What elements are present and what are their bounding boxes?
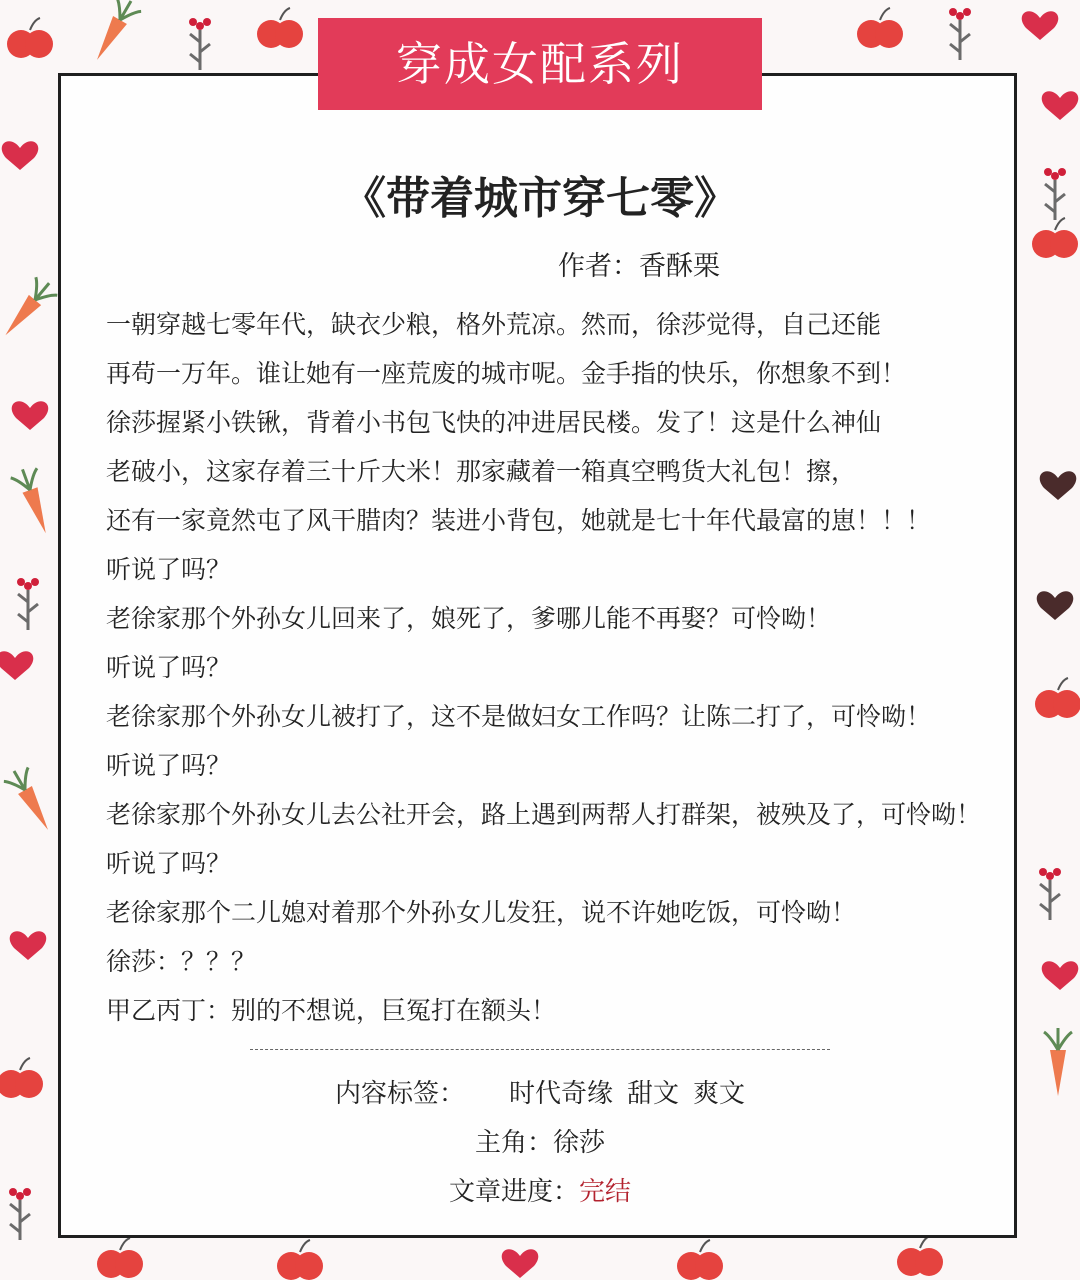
heart-icon <box>12 401 49 430</box>
synopsis-line: 还有一家竟然屯了风干腊肉？装进小背包，她就是七十年代最富的崽！！！ <box>106 506 932 535</box>
synopsis-line: 徐莎：？？？ <box>106 947 257 976</box>
protagonist-name: 徐莎 <box>553 1128 606 1158</box>
carrot-icon <box>9 465 59 538</box>
synopsis-line: 徐莎握紧小铁锹，背着小书包飞快的冲进居民楼。发了！这是什么神仙 <box>106 408 882 437</box>
dashed-divider <box>250 1049 830 1050</box>
heart-icon <box>1022 11 1059 40</box>
synopsis-line: 老徐家那个外孙女儿回来了，娘死了，爹哪儿能不再娶？可怜呦！ <box>106 604 832 633</box>
synopsis-line: 听说了吗？ <box>106 555 232 584</box>
synopsis-line: 再苟一万年。谁让她有一座荒废的城市呢。金手指的快乐，你想象不到！ <box>106 359 907 388</box>
tags-label: 内容标签： <box>334 1079 465 1109</box>
synopsis-line: 老破小，这家存着三十斤大米！那家藏着一箱真空鸭货大礼包！擦， <box>106 457 857 486</box>
apple-icon <box>677 1240 723 1280</box>
apple-icon <box>7 18 53 58</box>
protagonist-row <box>0 1122 1080 1159</box>
tag: 爽文 <box>693 1079 746 1109</box>
synopsis-line: 听说了吗？ <box>106 653 232 682</box>
carrot-icon <box>2 764 60 837</box>
carrot-icon <box>85 0 143 67</box>
synopsis-line: 老徐家那个外孙女儿去公社开会，路上遇到两帮人打群架，被殃及了，可怜呦！ <box>106 800 982 829</box>
synopsis-line: 老徐家那个二儿媳对着那个外孙女儿发狂，说不许她吃饭，可怜呦！ <box>106 898 857 927</box>
apple-icon <box>277 1240 323 1280</box>
apple-icon <box>257 8 303 48</box>
synopsis-line: 听说了吗？ <box>106 849 232 878</box>
heart-icon <box>10 931 47 960</box>
tags-row <box>0 1073 1080 1110</box>
tag: 甜文 <box>627 1079 680 1109</box>
progress-label: 文章进度： <box>448 1177 579 1207</box>
book-title: 《带着城市穿七零》 <box>342 173 738 224</box>
berry-sprig-icon <box>949 8 971 60</box>
author-line: 作者：香酥栗 <box>558 251 720 282</box>
tag: 时代奇缘 <box>508 1079 613 1109</box>
apple-icon <box>857 8 903 48</box>
apple-icon <box>97 1238 143 1278</box>
synopsis-line: 一朝穿越七零年代，缺衣少粮，格外荒凉。然而，徐莎觉得，自己还能 <box>106 310 882 339</box>
heart-icon <box>0 651 33 680</box>
synopsis <box>106 300 1066 1035</box>
series-header: 穿成女配系列 <box>318 18 762 110</box>
synopsis-line: 听说了吗？ <box>106 751 232 780</box>
carrot-icon <box>0 274 60 344</box>
heart-icon <box>1042 91 1079 120</box>
heart-icon <box>502 1249 539 1278</box>
synopsis-line: 老徐家那个外孙女儿被打了，这不是做妇女工作吗？让陈二打了，可怜呦！ <box>106 702 932 731</box>
synopsis-line: 甲乙丙丁：别的不想说，巨冤打在额头！ <box>106 996 557 1025</box>
protagonist-label: 主角： <box>474 1128 553 1158</box>
berry-sprig-icon <box>189 18 211 70</box>
progress-row <box>0 1171 1080 1208</box>
progress-status: 完结 <box>579 1177 632 1207</box>
apple-icon <box>897 1236 943 1276</box>
berry-sprig-icon <box>17 578 39 630</box>
